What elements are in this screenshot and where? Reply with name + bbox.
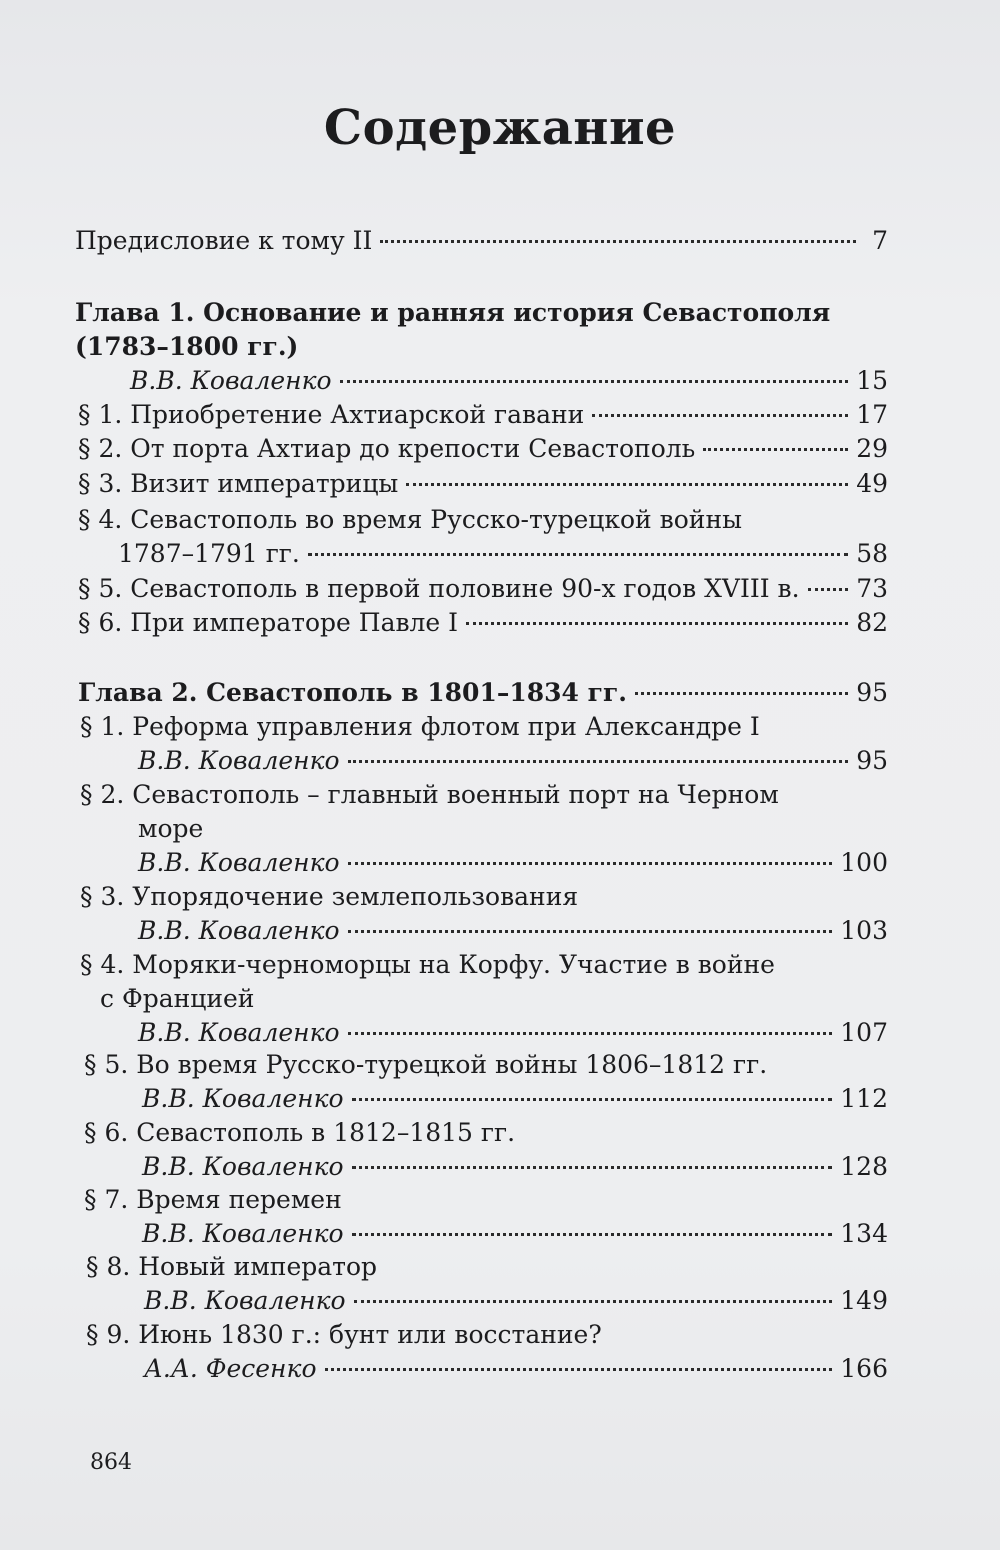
toc-entry-text: § 5. Севастополь в первой половине 90-х годов XVIII в. xyxy=(78,574,800,603)
toc-entry-ch2-s6-author[interactable] xyxy=(142,1150,888,1184)
toc-author: В.В. Коваленко xyxy=(144,1286,346,1315)
toc-page-number: 7 xyxy=(872,226,888,255)
toc-page-number: 58 xyxy=(856,539,888,568)
dot-leader xyxy=(348,861,833,865)
toc-entry-ch2-s5[interactable]: § 5. Во время Русско-турецкой войны 1806–1812 гг. xyxy=(84,1050,768,1079)
toc-entry-text: 1787–1791 гг. xyxy=(118,539,300,568)
toc-entry-ch2-s7[interactable]: § 7. Время перемен xyxy=(84,1185,342,1214)
toc-page-number: 82 xyxy=(856,608,888,637)
toc-page-number: 29 xyxy=(856,434,888,463)
toc-entry-ch2-s1[interactable]: § 1. Реформа управления флотом при Александре I xyxy=(80,712,760,741)
toc-page-number: 100 xyxy=(840,848,888,877)
toc-entry-ch1-s1[interactable] xyxy=(78,398,888,432)
toc-entry-ch2-s2[interactable]: § 2. Севастополь – главный военный порт на Черном xyxy=(80,780,779,809)
dot-leader xyxy=(352,1232,833,1236)
toc-author: В.В. Коваленко xyxy=(130,366,332,395)
chapter-2-title[interactable] xyxy=(78,676,888,710)
toc-entry-ch2-s3-author[interactable] xyxy=(138,914,888,948)
toc-entry-text: § 1. Приобретение Ахтиарской гавани xyxy=(78,400,585,429)
toc-page-number: 49 xyxy=(856,469,888,498)
dot-leader xyxy=(325,1367,833,1371)
dot-leader xyxy=(352,1165,833,1169)
toc-author: В.В. Коваленко xyxy=(142,1219,344,1248)
toc-author: В.В. Коваленко xyxy=(138,746,340,775)
toc-entry-ch1-s4[interactable]: § 4. Севастополь во время Русско-турецкой войны xyxy=(78,505,743,534)
toc-page-number: 95 xyxy=(856,678,888,707)
dot-leader xyxy=(354,1299,833,1303)
toc-page-number: 134 xyxy=(840,1219,888,1248)
toc-entry-ch2-s4-author[interactable] xyxy=(138,1016,888,1050)
chapter-1-title-cont[interactable]: (1783–1800 гг.) xyxy=(75,332,299,361)
toc-page-number: 112 xyxy=(840,1084,888,1113)
toc-entry-text: § 2. От порта Ахтиар до крепости Севастополь xyxy=(78,434,696,463)
dot-leader xyxy=(348,759,849,763)
dot-leader xyxy=(466,621,848,625)
dot-leader xyxy=(635,691,848,695)
toc-author: А.А. Фесенко xyxy=(144,1354,317,1383)
toc-page-number: 107 xyxy=(840,1018,888,1047)
toc-author: В.В. Коваленко xyxy=(138,848,340,877)
toc-entry-ch2-s4-cont[interactable]: с Францией xyxy=(100,984,255,1013)
toc-author: В.В. Коваленко xyxy=(142,1152,344,1181)
toc-page-number: 149 xyxy=(840,1286,888,1315)
dot-leader xyxy=(406,482,848,486)
toc-entry-ch2-s6[interactable]: § 6. Севастополь в 1812–1815 гг. xyxy=(84,1118,516,1147)
toc-page-number: 15 xyxy=(856,366,888,395)
toc-entry-ch2-s7-author[interactable] xyxy=(142,1217,888,1251)
toc-entry-ch1-s6[interactable] xyxy=(78,606,888,640)
toc-entry-ch1-s2[interactable] xyxy=(78,432,888,466)
dot-leader xyxy=(592,413,848,417)
toc-entry-ch2-s2-author[interactable] xyxy=(138,846,888,880)
toc-author: В.В. Коваленко xyxy=(142,1084,344,1113)
dot-leader xyxy=(703,447,848,451)
toc-entry-ch2-s5-author[interactable] xyxy=(142,1082,888,1116)
page-title: Содержание xyxy=(323,100,677,156)
toc-entry-ch1-author[interactable] xyxy=(130,364,888,398)
toc-entry-ch2-s3[interactable]: § 3. Упорядочение землепользования xyxy=(80,882,579,911)
dot-leader xyxy=(308,552,848,556)
toc-entry-ch2-s9-author[interactable] xyxy=(144,1352,888,1386)
toc-page-number: 103 xyxy=(840,916,888,945)
toc-page-number: 73 xyxy=(856,574,888,603)
toc-entry-text: § 6. При императоре Павле I xyxy=(78,608,459,637)
toc-page-number: 128 xyxy=(840,1152,888,1181)
toc-page-number: 166 xyxy=(840,1354,888,1383)
toc-author: В.В. Коваленко xyxy=(138,916,340,945)
toc-entry-ch1-s4-cont[interactable] xyxy=(118,537,888,571)
toc-entry-ch2-s4[interactable]: § 4. Моряки-черноморцы на Корфу. Участие в войне xyxy=(80,950,775,979)
dot-leader xyxy=(348,1031,833,1035)
toc-entry-preface[interactable] xyxy=(75,224,888,258)
chapter-1-title[interactable]: Глава 1. Основание и ранняя история Севастополя xyxy=(75,298,831,327)
dot-leader xyxy=(380,239,856,243)
toc-author: В.В. Коваленко xyxy=(138,1018,340,1047)
dot-leader xyxy=(348,929,833,933)
toc-entry-ch2-s2-cont[interactable]: море xyxy=(138,814,204,843)
toc-page-number: 95 xyxy=(856,746,888,775)
toc-entry-text: § 3. Визит императрицы xyxy=(78,469,399,498)
toc-entry-ch2-s9[interactable]: § 9. Июнь 1830 г.: бунт или восстание? xyxy=(86,1320,602,1349)
toc-entry-ch2-s8[interactable]: § 8. Новый император xyxy=(86,1252,378,1281)
toc-entry-ch1-s3[interactable] xyxy=(78,467,888,501)
toc-entry-text: Глава 2. Севастополь в 1801–1834 гг. xyxy=(78,678,627,707)
toc-entry-ch2-s8-author[interactable] xyxy=(144,1284,888,1318)
toc-entry-ch1-s5[interactable] xyxy=(78,572,888,606)
toc-page-number: 17 xyxy=(856,400,888,429)
dot-leader xyxy=(808,587,849,591)
dot-leader xyxy=(340,379,849,383)
dot-leader xyxy=(352,1097,833,1101)
toc-entry-text: Предисловие к тому II xyxy=(75,226,373,255)
toc-entry-ch2-s1-author[interactable] xyxy=(138,744,888,778)
page-number: 864 xyxy=(90,1450,132,1475)
